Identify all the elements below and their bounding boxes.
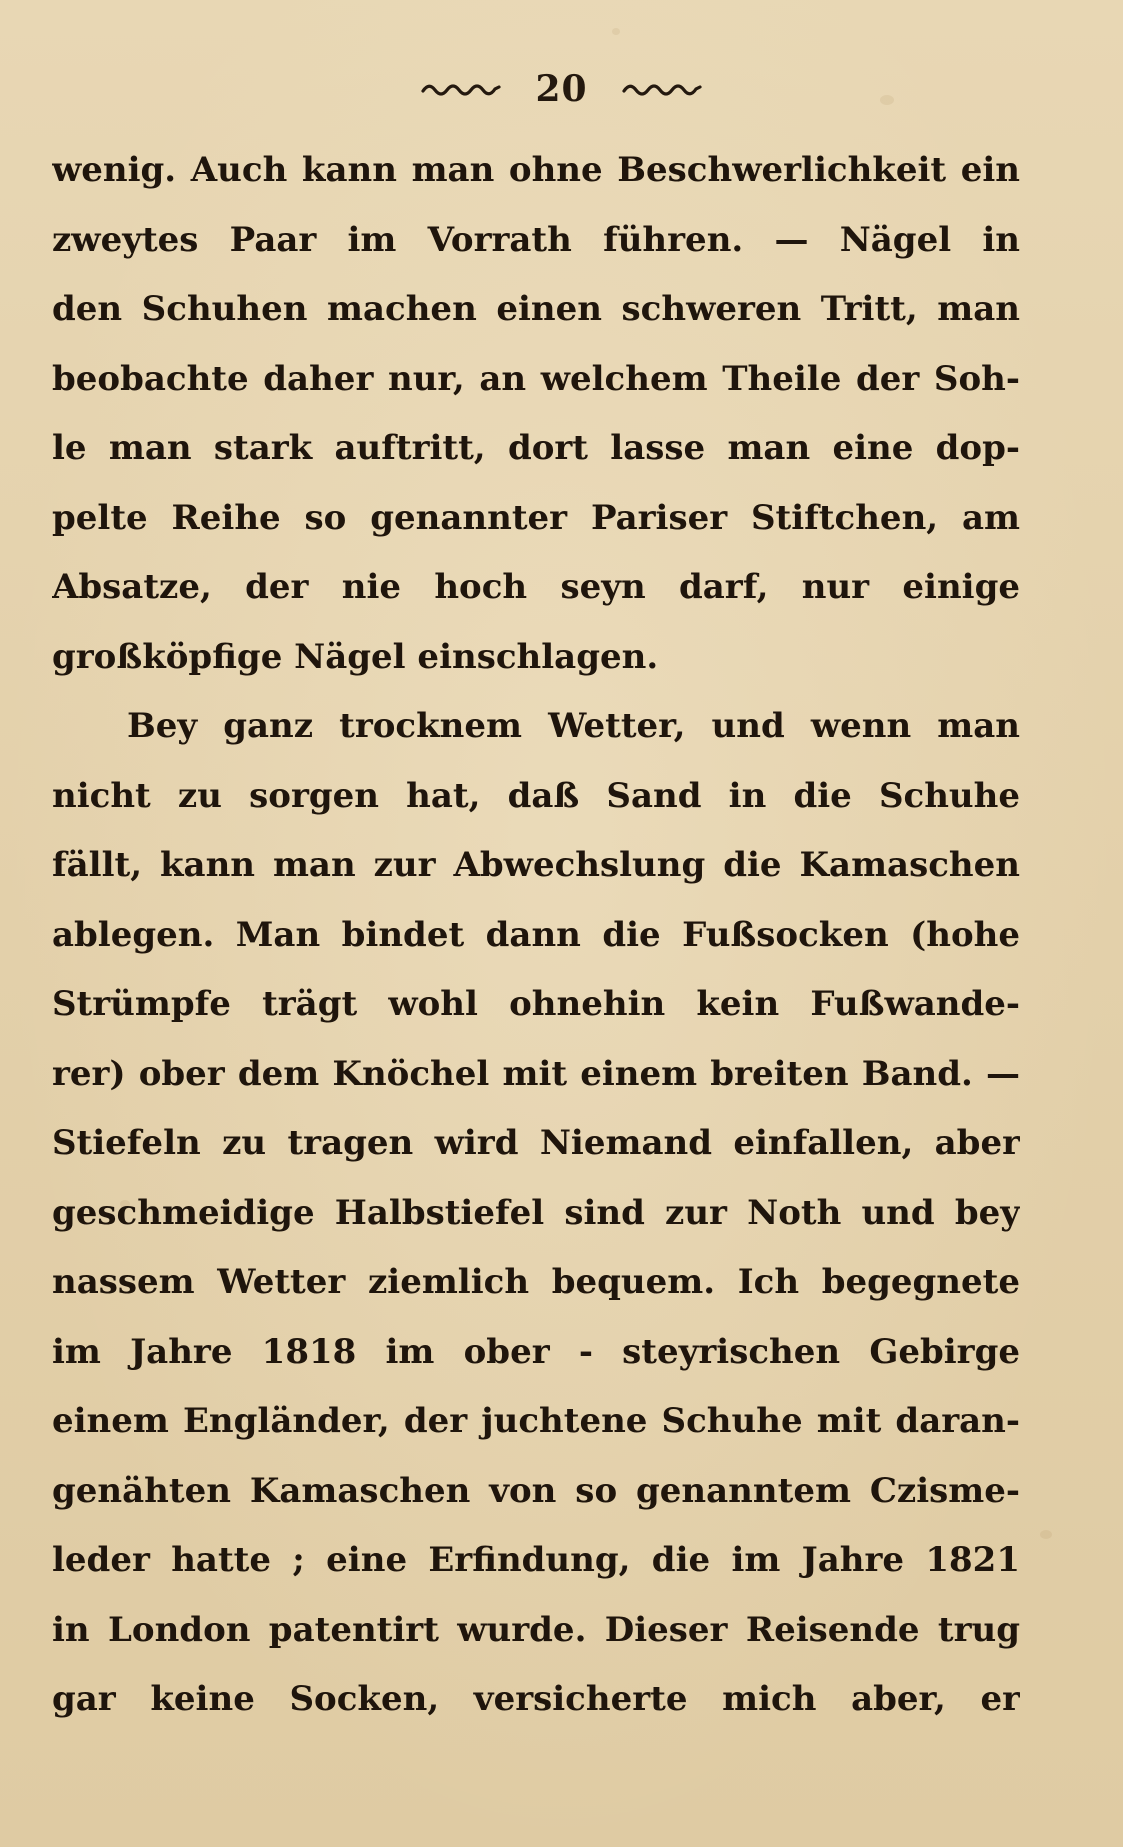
text-line: beobachte daher nur, an welchem Theile der Soh-: [52, 358, 1020, 399]
text-line: gar keine Socken, versicherte mich aber, er: [52, 1679, 1020, 1719]
page-header: [0, 64, 1123, 114]
page-number: 20: [535, 68, 588, 110]
text-line: Stiefeln zu tragen wird Niemand einfallen, aber: [52, 1123, 1020, 1163]
text-line: im Jahre 1818 im ober - steyrischen Gebirge: [52, 1331, 1020, 1372]
body-text: [52, 136, 1020, 1735]
text-line: Bey ganz trocknem Wetter, und wenn man: [127, 706, 1020, 746]
text-line: in London patentirt wurde. Dieser Reisende trug: [52, 1609, 1020, 1650]
text-line: le man stark auftritt, dort lasse man eine dop-: [52, 428, 1020, 468]
text-line: Absatze, der nie hoch seyn darf, nur einige: [52, 567, 1020, 607]
text-line: rer) ober dem Knöchel mit einem breiten Band. —: [52, 1053, 1020, 1094]
text-line: zweytes Paar im Vorrath führen. — Nägel in: [52, 219, 1020, 260]
text-line: genähten Kamaschen von so genanntem Czisme-: [52, 1470, 1020, 1511]
text-line: pelte Reihe so genannter Pariser Stiftchen, am: [52, 497, 1020, 538]
text-line: nassem Wetter ziemlich bequem. Ich begegnete: [52, 1262, 1020, 1302]
text-line: großköpfige Nägel einschlagen.: [52, 636, 659, 677]
text-line: einem Engländer, der juchtene Schuhe mit daran-: [52, 1401, 1020, 1441]
text-line: ablegen. Man bindet dann die Fußsocken (hohe: [52, 914, 1020, 955]
text-line: nicht zu sorgen hat, daß Sand in die Schuhe: [52, 775, 1020, 816]
text-line: Strümpfe trägt wohl ohnehin kein Fußwande-: [52, 984, 1020, 1024]
text-line: leder hatte ; eine Erfindung, die im Jahre 1821: [52, 1540, 1020, 1580]
text-line: geschmeidige Halbstiefel sind zur Noth und bey: [52, 1192, 1020, 1233]
text-line: den Schuhen machen einen schweren Tritt, man: [52, 289, 1020, 329]
text-line: fällt, kann man zur Abwechslung die Kamaschen: [52, 845, 1020, 885]
paper-stain: [612, 28, 620, 35]
paragraph-2: [52, 692, 1020, 1735]
wavy-ornament-right-icon: [622, 79, 702, 99]
text-line: wenig. Auch kann man ohne Beschwerlichkeit ein: [52, 150, 1020, 190]
wavy-ornament-left-icon: [421, 79, 501, 99]
paragraph-1: [52, 136, 1020, 692]
paper-stain: [1040, 1530, 1052, 1539]
